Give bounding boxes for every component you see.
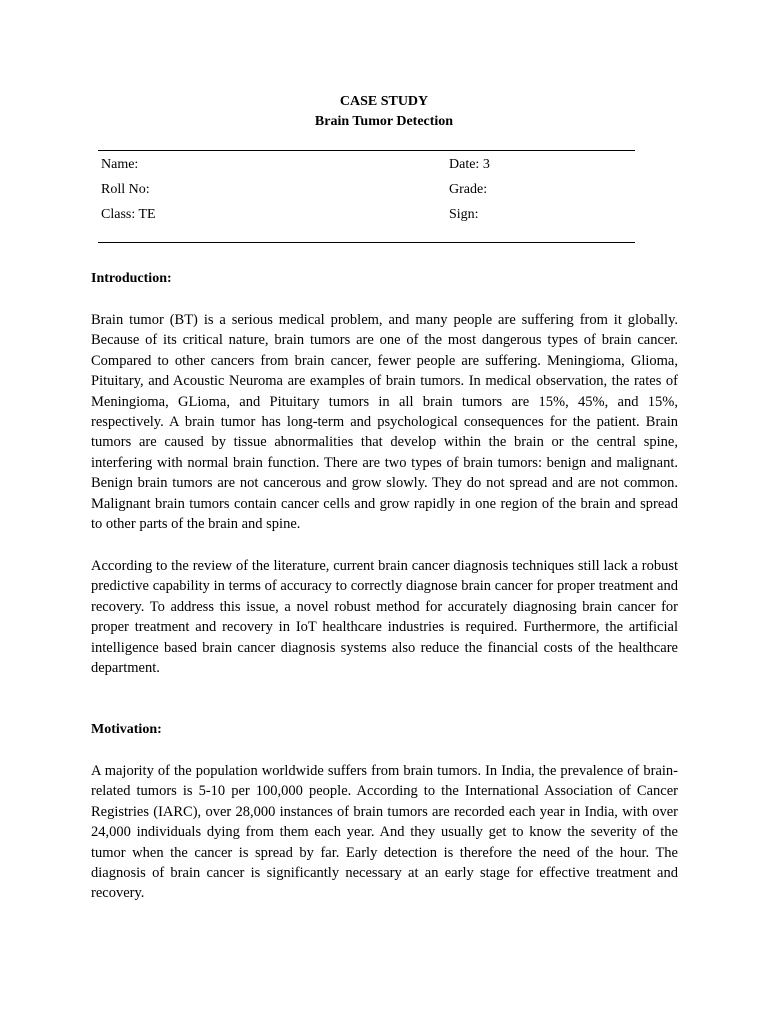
- name-field-label: Name:: [101, 157, 139, 172]
- introduction-paragraph-2: According to the review of the literature, current brain cancer diagnosis techniques still lack a robust predictive capability in terms of accuracy to correctly diagnose brain cancer for proper treatment and recovery. To address this issue, a novel robust method for accurately diagnosing brain cancer for proper treatment and recovery in IoT healthcare industries is required. Furthermore, the artificial intelligence based brain cancer diagnosis systems also reduce the financial costs of the healthcare department.: [91, 558, 678, 677]
- introduction-paragraph-1: Brain tumor (BT) is a serious medical problem, and many people are suffering from it globally. Because of its critical nature, brain tumors are one of the most dangerous types of brain cancer. Compared to other cancers from brain cancer, fewer people are suffering. Meningioma, Glioma, Pituitary, and Acoustic Neuroma are examples of brain tumors. In medical observation, the rates of Meningioma, GLioma, and Pituitary tumors in all brain tumors are 15%, 45%, and 15%, respectively. A brain tumor has long-term and psychological consequences for the patient. Brain tumors are caused by tissue abnormalities that develop within the brain or the central spine, interfering with normal brain function. There are two types of brain tumors: benign and malignant. Benign brain tumors are not cancerous and grow slowly. They do not spread and are not common. Malignant brain tumors contain cancer cells and grow rapidly in one region of the brain and spread to other parts of the brain and spine.: [91, 312, 678, 533]
- header-bottom-rule: [98, 242, 635, 243]
- document-title: Brain Tumor Detection: [314, 114, 454, 129]
- motivation-paragraph-1: A majority of the population worldwide suffers from brain tumors. In India, the prevalence of brain-related tumors is 5-10 per 100,000 people. According to the International Association of Cancer Registries (IARC), over 28,000 instances of brain tumors are recorded each year in India, with over 24,000 individuals dying from them each year. And they usually get to know the severity of the tumor when the cancer is spread by far. Early detection is therefore the need of the hour. The diagnosis of brain cancer is significantly necessary at an early stage for effective treatment and recovery.: [91, 763, 678, 902]
- grade-field-label: Grade:: [449, 182, 488, 197]
- roll-no-field-label: Roll No:: [101, 182, 150, 197]
- sign-field-label: Sign:: [449, 207, 479, 222]
- header-top-rule: [98, 150, 635, 151]
- date-field-label: Date: 3: [449, 157, 490, 172]
- document-kind: CASE STUDY: [339, 94, 429, 109]
- class-field-label: Class: TE: [101, 207, 156, 222]
- motivation-heading: Motivation:: [91, 722, 162, 737]
- introduction-heading: Introduction:: [91, 271, 172, 286]
